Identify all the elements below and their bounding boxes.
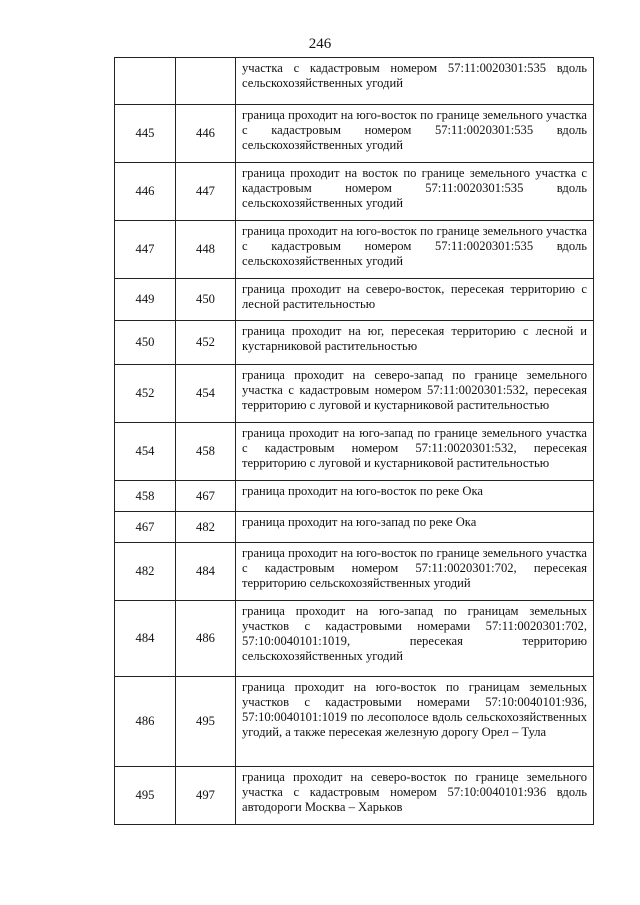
point-to-cell: 486 (176, 601, 236, 677)
table-row (115, 221, 594, 279)
point-to-cell: 450 (176, 279, 236, 321)
description-cell: граница проходит на юг, пересекая территорию с лесной и кустарниковой растительностью (236, 321, 594, 365)
point-to-cell: 467 (176, 481, 236, 512)
point-from-cell (115, 58, 176, 105)
description-cell: граница проходит на северо-восток, пересекая территорию с лесной растительностью (236, 279, 594, 321)
table-row (115, 767, 594, 825)
description-cell: граница проходит на юго-восток по границе земельного участка с кадастровым номером 57:11:0020301:535 вдоль сельскохозяйственных угодий (236, 221, 594, 279)
description-cell: граница проходит на юго-восток по реке Ока (236, 481, 594, 512)
point-to-cell: 448 (176, 221, 236, 279)
page-number: 246 (308, 36, 332, 52)
table-row (115, 279, 594, 321)
boundary-table (114, 57, 594, 825)
point-to-cell: 497 (176, 767, 236, 825)
point-from-cell: 452 (115, 365, 176, 423)
point-from-cell: 495 (115, 767, 176, 825)
point-from-cell: 467 (115, 512, 176, 543)
table-row (115, 512, 594, 543)
point-to-cell: 454 (176, 365, 236, 423)
point-from-cell: 445 (115, 105, 176, 163)
description-cell: граница проходит на восток по границе земельного участка с кадастровым номером 57:11:0020301:535 вдоль сельскохозяйственных угодий (236, 163, 594, 221)
point-from-cell: 486 (115, 677, 176, 767)
point-from-cell: 454 (115, 423, 176, 481)
point-to-cell: 482 (176, 512, 236, 543)
point-to-cell: 446 (176, 105, 236, 163)
description-cell: граница проходит на северо-восток по границе земельного участка с кадастровым номером 57:10:0040101:936 вдоль автодороги Москва – Харьков (236, 767, 594, 825)
point-to-cell: 452 (176, 321, 236, 365)
point-from-cell: 447 (115, 221, 176, 279)
point-from-cell: 446 (115, 163, 176, 221)
description-cell: граница проходит на юго-запад по границе земельного участка с кадастровым номером 57:11:0020301:532, пересекая территорию с луговой и кустарниковой растительностью (236, 423, 594, 481)
table-row (115, 365, 594, 423)
point-from-cell: 482 (115, 543, 176, 601)
point-to-cell: 458 (176, 423, 236, 481)
point-to-cell: 484 (176, 543, 236, 601)
point-from-cell: 484 (115, 601, 176, 677)
point-from-cell: 449 (115, 279, 176, 321)
table-row (115, 601, 594, 677)
description-cell: граница проходит на юго-восток по границе земельного участка с кадастровым номером 57:11:0020301:702, пересекая территорию сельскохозяйственных угодий (236, 543, 594, 601)
table-row (115, 481, 594, 512)
point-to-cell (176, 58, 236, 105)
table-row (115, 543, 594, 601)
point-from-cell: 450 (115, 321, 176, 365)
description-cell: граница проходит на юго-восток по границе земельного участка с кадастровым номером 57:11:0020301:535 вдоль сельскохозяйственных угодий (236, 105, 594, 163)
point-to-cell: 495 (176, 677, 236, 767)
description-cell: граница проходит на северо-запад по границе земельного участка с кадастровым номером 57:11:0020301:532, пересекая территорию с луговой и кустарниковой растительностью (236, 365, 594, 423)
table-row (115, 163, 594, 221)
description-cell: участка с кадастровым номером 57:11:0020301:535 вдоль сельскохозяйственных угодий (236, 58, 594, 105)
point-to-cell: 447 (176, 163, 236, 221)
description-cell: граница проходит на юго-восток по границам земельных участков с кадастровыми номерами 57:10:0040101:936, 57:10:0040101:1019 по лесополосе вдоль сельскохозяйственных угодий, а также пересекая железную дорогу Орел – Тула (236, 677, 594, 767)
table-row (115, 58, 594, 105)
point-from-cell: 458 (115, 481, 176, 512)
table-row (115, 105, 594, 163)
description-cell: граница проходит на юго-запад по границам земельных участков с кадастровыми номерами 57:11:0020301:702, 57:10:0040101:1019, пересекая территорию сельскохозяйственных угодий (236, 601, 594, 677)
table-row (115, 677, 594, 767)
table-row (115, 423, 594, 481)
table-row (115, 321, 594, 365)
description-cell: граница проходит на юго-запад по реке Ока (236, 512, 594, 543)
